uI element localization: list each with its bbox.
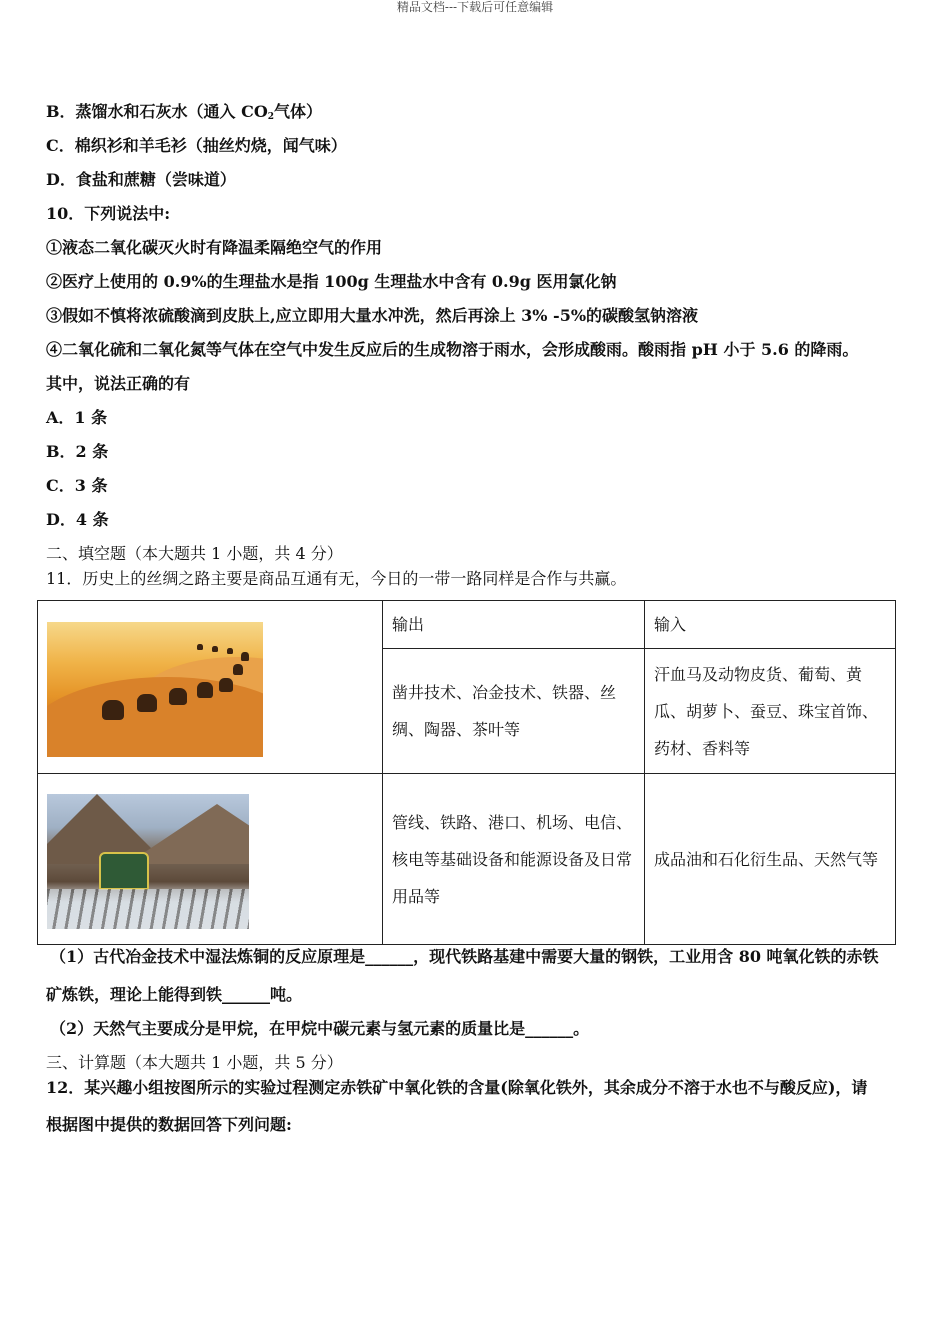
q10-option-b: B．2 条 <box>46 442 109 461</box>
q10-statement-4: ④二氧化硫和二氧化氮等气体在空气中发生反应后的生成物溶于雨水，会形成酸雨。酸雨指 pH 小于 5.6 的降雨。 <box>46 340 859 359</box>
q10-statement-1: ①液态二氧化碳灭火时有降温柔隔绝空气的作用 <box>46 238 383 257</box>
q10-stem: 10．下列说法中: <box>46 204 171 223</box>
row2-export-cell: 管线、铁路、港口、机场、电信、核电等基础设备和能源设备及日常用品等 <box>383 774 645 945</box>
train-image <box>47 794 249 929</box>
q10-statement-2: ②医疗上使用的 0.9%的生理盐水是指 100g 生理盐水中含有 0.9g 医用氯化钠 <box>46 272 617 291</box>
q10-ask: 其中，说法正确的有 <box>46 374 191 393</box>
q9-option-c: C．棉织衫和羊毛衫（抽丝灼烧，闻气味） <box>46 136 347 155</box>
q10-statement-3: ③假如不慎将浓硫酸滴到皮肤上,应立即用大量水冲洗，然后再涂上 3% -5%的碳酸氢钠溶液 <box>46 306 699 325</box>
column-header-import: 输入 <box>645 601 896 649</box>
q12-line1: 12．某兴趣小组按图所示的实验过程测定赤铁矿中氧化铁的含量(除氧化铁外，其余成分不溶于水也不与酸反应)，请 <box>46 1078 868 1097</box>
section-3-title: 三、计算题（本大题共 1 小题，共 5 分） <box>46 1053 343 1072</box>
page-header: 精品文档---下载后可任意编辑 <box>396 0 554 14</box>
train-image-cell <box>38 774 383 945</box>
desert-image-cell <box>38 601 383 774</box>
q9-option-b: B．蒸馏水和石灰水（通入 $CO_2$气体） <box>46 102 323 122</box>
row1-import-cell: 汗血马及动物皮货、葡萄、黄瓜、胡萝卜、蚕豆、珠宝首饰、药材、香料等 <box>645 649 896 774</box>
q9-option-d: D．食盐和蔗糖（尝味道） <box>46 170 236 189</box>
q10-option-c: C．3 条 <box>46 476 108 495</box>
q11-stem: 11．历史上的丝绸之路主要是商品互通有无，今日的一带一路同样是合作与共赢。 <box>46 569 627 588</box>
row2-import-cell: 成品油和石化衍生品、天然气等 <box>645 774 896 945</box>
section-2-title: 二、填空题（本大题共 1 小题，共 4 分） <box>46 544 343 563</box>
row1-export-cell: 凿井技术、冶金技术、铁器、丝绸、陶器、茶叶等 <box>383 649 645 774</box>
camel-caravan-image <box>47 622 263 757</box>
q11-part1-line2: 矿炼铁，理论上能得到铁______吨。 <box>46 985 303 1004</box>
q11-part2: （2）天然气主要成分是甲烷，在甲烷中碳元素与氢元素的质量比是______。 <box>50 1019 590 1038</box>
column-header-export: 输出 <box>383 601 645 649</box>
q10-option-a: A．1 条 <box>46 408 108 427</box>
silk-road-table <box>37 600 896 945</box>
q10-option-d: D．4 条 <box>46 510 109 529</box>
q11-part1-line1: （1）古代冶金技术中湿法炼铜的反应原理是______，现代铁路基建中需要大量的钢铁，工业用含 80 吨氧化铁的赤铁 <box>50 947 879 966</box>
q12-line2: 根据图中提供的数据回答下列问题: <box>46 1115 292 1134</box>
locomotive <box>99 852 149 890</box>
